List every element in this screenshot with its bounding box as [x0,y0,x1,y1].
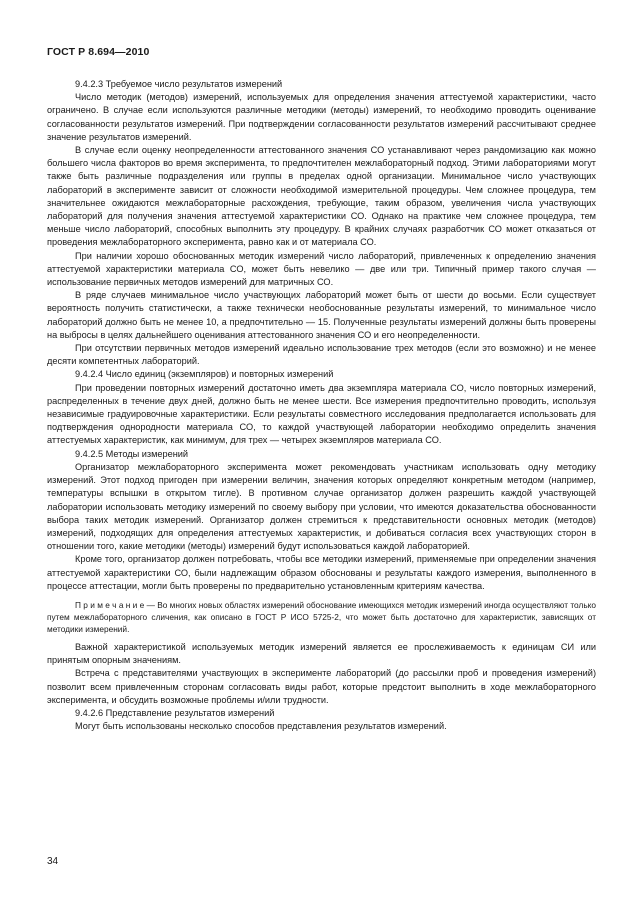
section-heading: 9.4.2.3 Требуемое число результатов измерений [75,79,283,89]
paragraph: Встреча с представителями участвующих в эксперименте лабораторий (до рассылки проб и проведения измерений) позволит всем привлеченным сторонам согласовать виды работ, которые предстоит выполнить в ходе межлабораторного эксперимента, и обсудить возможные проблемы и/или трудности. [47,668,596,705]
paragraph: Могут быть использованы несколько способов представления результатов измерений. [75,721,447,732]
document-header: ГОСТ Р 8.694—2010 [47,46,150,58]
paragraph: Организатор межлабораторного эксперимента может рекомендовать участникам использовать одну методику измерений. Этот подход пригоден при измерении величин, значения которых определяют конкретным методом (например, температуры вспышки в открытом тигле). В противном случае организатор должен разрешить каждой участвующей лаборатории использовать методику измерений по своему выбору при условии, что имеются доказательства обоснованности выбора таких методик измерений. Организатор должен стремиться к представительности основных методик (методов) измерений, подходящих для определения аттестуемых характеристик, и добиваться согласия всех участвующих сторон в отношении того, какие методики (методы) измерений будут использоваться каждой лабораторией. [47,461,596,552]
paragraph: При наличии хорошо обоснованных методик измерений число лабораторий, привлеченных к определению значения аттестуемой характеристики материала СО, может быть невелико — две или три. Типичный пример такого случая — использование первичных методов измерений для матричных СО. [47,250,596,288]
paragraph: В ряде случаев минимальное число участвующих лабораторий может быть от шести до восьми. Если существует вероятность получить статистически, а также технически необоснованные результаты измерений, то минимальное число лабораторий должно быть не менее 10, а предпочтительно — 15. Полученные результаты измерений должны быть проверены на выбросы в целях дальнейшего оценивания аттестованного значения СО и его неопределенности. [47,290,596,340]
paragraph: Число методик (методов) измерений, используемых для определения значения аттестуемой характеристики, часто ограничено. В случае если используются различные методики (методы) измерений, то необходимо проводить оценивание согласованности результатов измерений. При подтверждении согласованности результатов измерений рассчитывают среднее значение результатов измерений. [47,92,596,142]
note: П р и м е ч а н и е — Во многих новых областях измерений обоснование имеющихся методик измерений иногда осуществляют только путем межлабораторного сличения, как описано в ГОСТ Р ИСО 5725-2, что может быть достаточно для характеристик, зависящих от методики измерений. [47,599,596,634]
paragraph: Кроме того, организатор должен потребовать, чтобы все методики измерений, применяемые при определении значения аттестуемой характеристики СО, были надлежащим образом обоснованы и результаты каждого измерения, выполненного в процессе аттестации, могли быть проверены по предварительно установленным критериям качества. [47,554,596,591]
paragraph: Важной характеристикой используемых методик измерений является ее прослеживаемость к единицам СИ или принятым опорным значениям. [47,641,596,666]
document-body [47,78,596,733]
paragraph: При отсутствии первичных методов измерений идеально использование трех методов (если это возможно) и не менее десяти компетентных лабораторий. [47,343,596,367]
paragraph: В случае если оценку неопределенности аттестованного значения СО устанавливают через рандомизацию как можно большего числа факторов во время эксперимента, то предпочтителен межлабораторный подход. Этими лабораториями могут также быть различные подразделения или группы в пределах одной организации. Минимальное число участвующих лабораторий в эксперименте зависит от сложности необходимой измерительной процедуры. Чем сложнее процедура, тем значительнее ожидаются межлабораторные расхождения, требующие, таким образом, увеличения числа участвующих лабораторий для получения значения аттестуемой характеристики СО. Однако на практике чем сложнее процедура, тем меньше число лабораторий, способных выполнить эту процедуру. В крайних случаях разработчик СО может отказаться от проведения межлабораторного эксперимента, равно как и от материала СО. [47,145,596,248]
section-heading: 9.4.2.4 Число единиц (экземпляров) и повторных измерений [75,369,334,380]
section-heading: 9.4.2.6 Представление результатов измерений [75,707,275,718]
section-heading: 9.4.2.5 Методы измерений [75,448,189,459]
paragraph: При проведении повторных измерений достаточно иметь два экземпляра материала СО, число повторных измерений, распределенных в течение двух дней, должно быть не менее шести. Все измерения предпочтительно проводить, используя независимые градуировочные характеристики. Если результаты совместного исследования предполагается использовать для подтверждения однородности материала СО, то каждой участвующей лаборатории необходимо определить значения аттестуемых характеристик, как минимум, для трех — четырех экземпляров материала СО. [47,382,596,446]
page-number: 34 [47,856,59,867]
